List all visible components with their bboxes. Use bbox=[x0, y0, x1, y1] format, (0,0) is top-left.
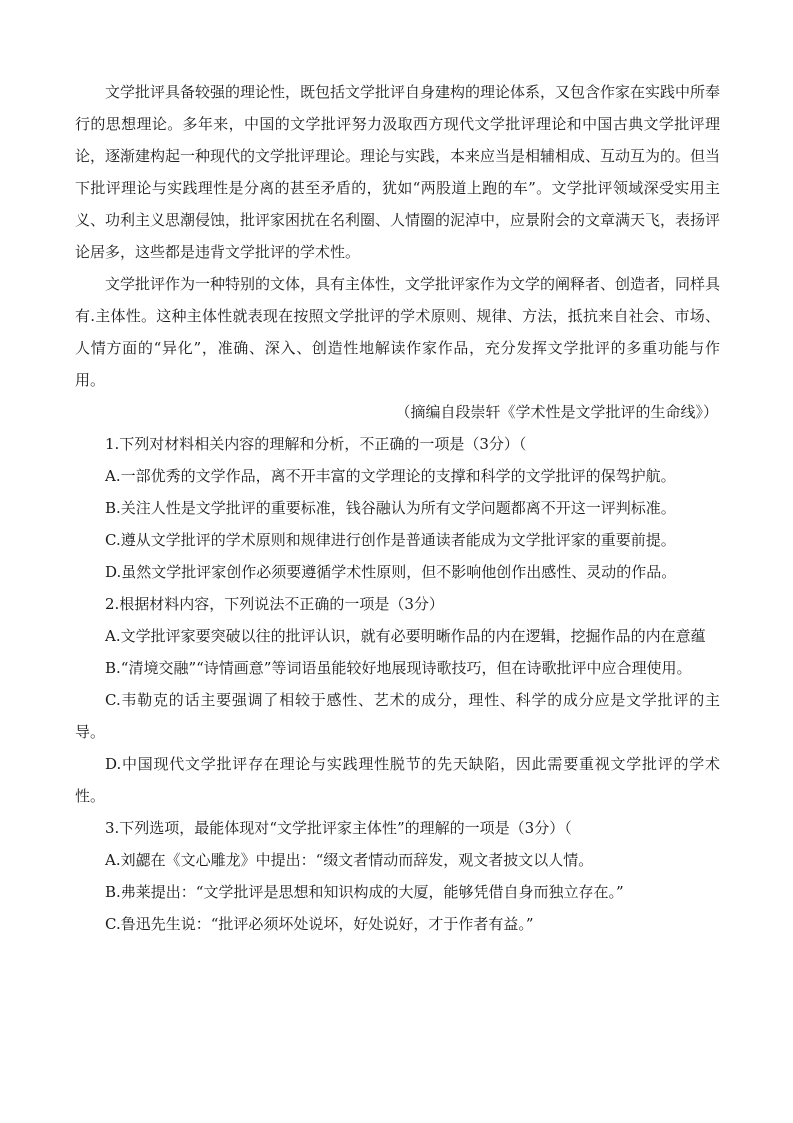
passage-source: （摘编自段崇轩《学术性是文学批评的生命线》） bbox=[395, 403, 718, 421]
question-2-option-c: C.韦勒克的话主要强调了相较于感性、艺术的成分，理性、科学的成分应是文学批评的主导。 bbox=[75, 691, 720, 741]
question-2-option-d: D.中国现代文学批评存在理论与实践理性脱节的先天缺陷，因此需要重视文学批评的学术性。 bbox=[75, 755, 720, 805]
question-1-option-b: B.关注人性是文学批评的重要标准，钱谷融认为所有文学问题都离不开这一评判标准。 bbox=[105, 499, 676, 517]
question-2-stem: 2.根据材料内容，下列说法不正确的一项是（3分） bbox=[105, 595, 444, 613]
question-1-option-c: C.遵从文学批评的学术原则和规律进行创作是普通读者能成为文学批评家的重要前提。 bbox=[105, 531, 676, 549]
question-1-stem: 1.下列对材料相关内容的理解和分析，不正确的一项是（3分）（ bbox=[105, 435, 527, 453]
question-3-stem: 3.下列选项，最能体现对“文学批评家主体性”的理解的一项是（3分）（ bbox=[105, 819, 572, 837]
question-3-option-c: C.鲁迅先生说：“批评必须坏处说坏，好处说好，才于作者有益。” bbox=[105, 915, 534, 933]
question-1-option-a: A.一部优秀的文学作品，离不开丰富的文学理论的支撑和科学的文学批评的保驾护航。 bbox=[105, 467, 676, 485]
question-3-option-a: A.刘勰在《文心雕龙》中提出：“缀文者情动而辞发，观文者披文以人情。 bbox=[105, 851, 594, 869]
question-2-option-b: B.“清境交融”“诗情画意”等词语虽能较好地展现诗歌技巧，但在诗歌批评中应合理使用。 bbox=[105, 659, 692, 677]
passage-paragraph-2: 文学批评作为一种特别的文体，具有主体性，文学批评家作为文学的阐释者、创造者，同样具有.主体性。这种主体性就表现在按照文学批评的学术原则、规律、方法，抵抗来自社会、市场、人情方面的“异化”，准确、深入、创造性地解读作家作品，充分发挥文学批评的多重功能与作用。 bbox=[75, 275, 721, 389]
document-content bbox=[75, 76, 720, 940]
passage-paragraph-1: 文学批评具备较强的理论性，既包括文学批评自身建构的理论体系，又包含作家在实践中所奉行的思想理论。多年来，中国的文学批评努力汲取西方现代文学批评理论和中国古典文学批评理论，逐渐建构起一种现代的文学批评理论。理论与实践，本来应当是相辅相成、互动互为的。但当下批评理论与实践理性是分离的甚至矛盾的，犹如“两股道上跑的车”。文学批评领域深受实用主义、功利主义思潮侵蚀，批评家困扰在名利圈、人情圈的泥淖中，应景附会的文章满天飞，表扬评论居多，这些都是违背文学批评的学术性。 bbox=[75, 83, 721, 261]
question-3-option-b: B.弗莱提出：“文学批评是思想和知识构成的大厦，能够凭借自身而独立存在。” bbox=[105, 883, 624, 901]
question-2-option-a: A.文学批评家要突破以往的批评认识，就有必要明晰作品的内在逻辑，挖掘作品的内在意蕴 bbox=[105, 627, 706, 645]
question-1-option-d: D.虽然文学批评家创作必须要遵循学术性原则，但不影响他创作出感性、灵动的作品。 bbox=[105, 563, 677, 581]
